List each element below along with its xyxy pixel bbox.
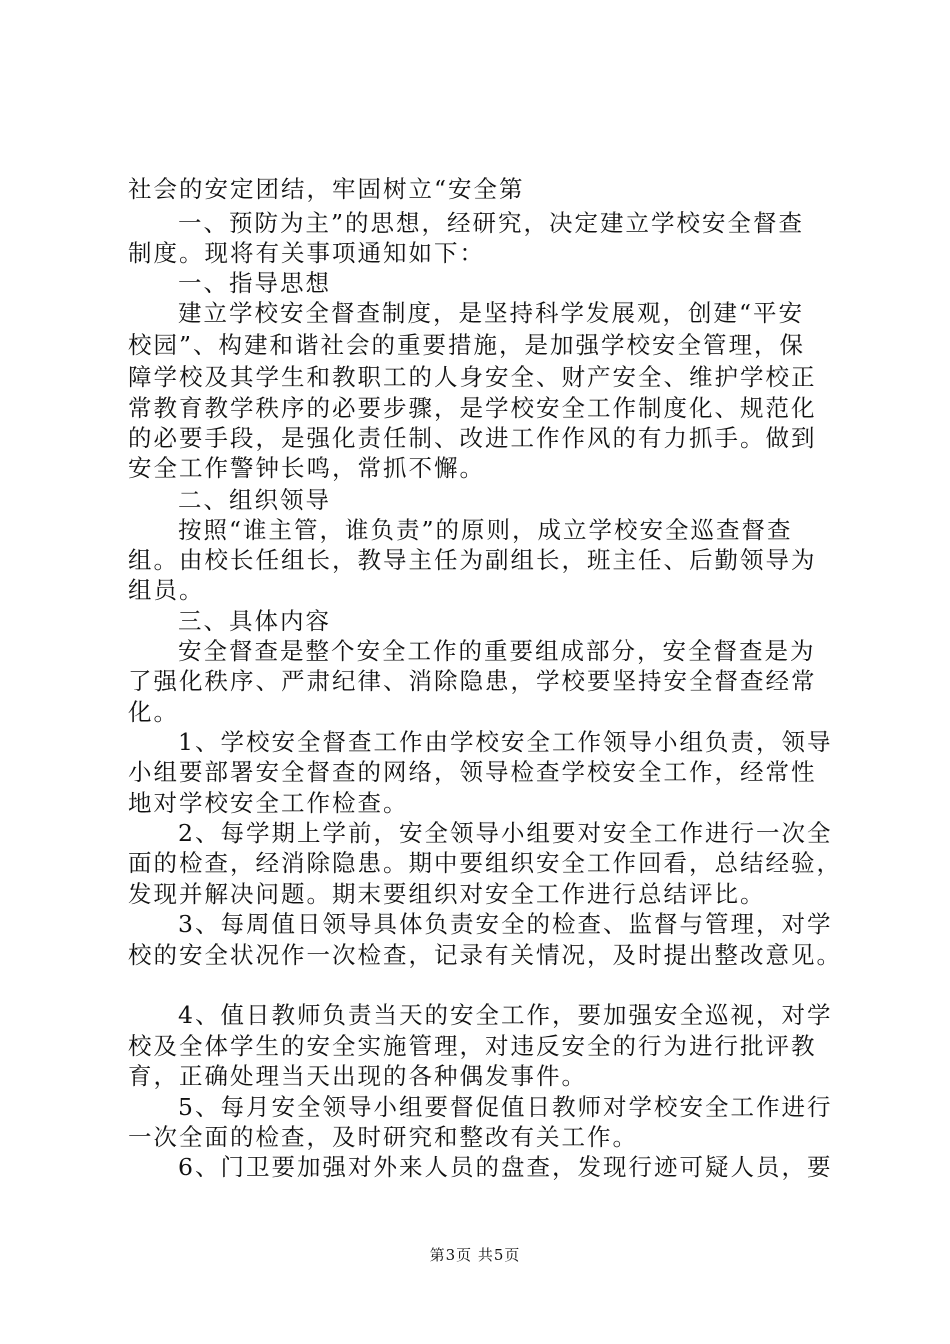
text-line: 1、学校安全督查工作由学校安全工作领导小组负责，领导 (178, 728, 833, 756)
text-line: 化。 (128, 698, 179, 726)
text-line: 校及全体学生的安全实施管理，对违反安全的行为进行批评教 (128, 1032, 817, 1060)
text-line: 按照“谁主管，谁负责”的原则，成立学校安全巡查督查 (178, 516, 793, 544)
text-line: 安全督查是整个安全工作的重要组成部分，安全督查是为 (178, 637, 816, 665)
text-line: 建立学校安全督查制度，是坚持科学发展观，创建“平安 (178, 299, 805, 327)
text-line: 组员。 (128, 576, 205, 604)
text-line: 面的检查，经消除隐患。期中要组织安全工作回看，总结经验， (128, 849, 842, 877)
text-line: 的必要手段，是强化责任制、改进工作作风的有力抓手。做到 (128, 424, 817, 452)
text-line: 4、值日教师负责当天的安全工作，要加强安全巡视，对学 (178, 1001, 833, 1029)
text-line: 了强化秩序、严肃纪律、消除隐患，学校要坚持安全督查经常 (128, 667, 817, 695)
text-line: 小组要部署安全督查的网络，领导检查学校安全工作，经常性 (128, 758, 817, 786)
section-heading: 三、具体内容 (178, 607, 331, 635)
text-line: 组。由校长任组长，教导主任为副组长，班主任、后勤领导为 (128, 546, 817, 574)
text-line: 障学校及其学生和教职工的人身安全、财产安全、维护学校正 (128, 363, 817, 391)
section-heading: 二、组织领导 (178, 486, 331, 514)
text-line: 发现并解决问题。期末要组织对安全工作进行总结评比。 (128, 880, 766, 908)
text-line: 5、每月安全领导小组要督促值日教师对学校安全工作进行 (178, 1093, 833, 1121)
text-line: 6、门卫要加强对外来人员的盘查，发现行迹可疑人员，要 (178, 1153, 833, 1181)
text-line: 3、每周值日领导具体负责安全的检查、监督与管理，对学 (178, 910, 833, 938)
text-line: 常教育教学秩序的必要步骤，是学校安全工作制度化、规范化 (128, 394, 817, 422)
text-line: 地对学校安全工作检查。 (128, 789, 409, 817)
text-line: 社会的安定团结，牢固树立“安全第 (128, 175, 525, 203)
page-number: 第3页 共5页 (429, 1246, 521, 1264)
section-heading: 一、指导思想 (178, 269, 331, 297)
text-line: 一、预防为主”的思想，经研究，决定建立学校安全督查 (178, 209, 805, 237)
text-line: 2、每学期上学前，安全领导小组要对安全工作进行一次全 (178, 819, 833, 847)
text-line: 校的安全状况作一次检查，记录有关情况，及时提出整改意见。 (128, 941, 842, 969)
text-line: 安全工作警钟长鸣，常抓不懈。 (128, 454, 485, 482)
text-line: 制度。现将有关事项通知如下： (128, 239, 485, 267)
text-line: 一次全面的检查，及时研究和整改有关工作。 (128, 1123, 638, 1151)
text-line: 育，正确处理当天出现的各种偶发事件。 (128, 1062, 587, 1090)
text-line: 校园”、构建和谐社会的重要措施，是加强学校安全管理，保 (128, 331, 806, 359)
